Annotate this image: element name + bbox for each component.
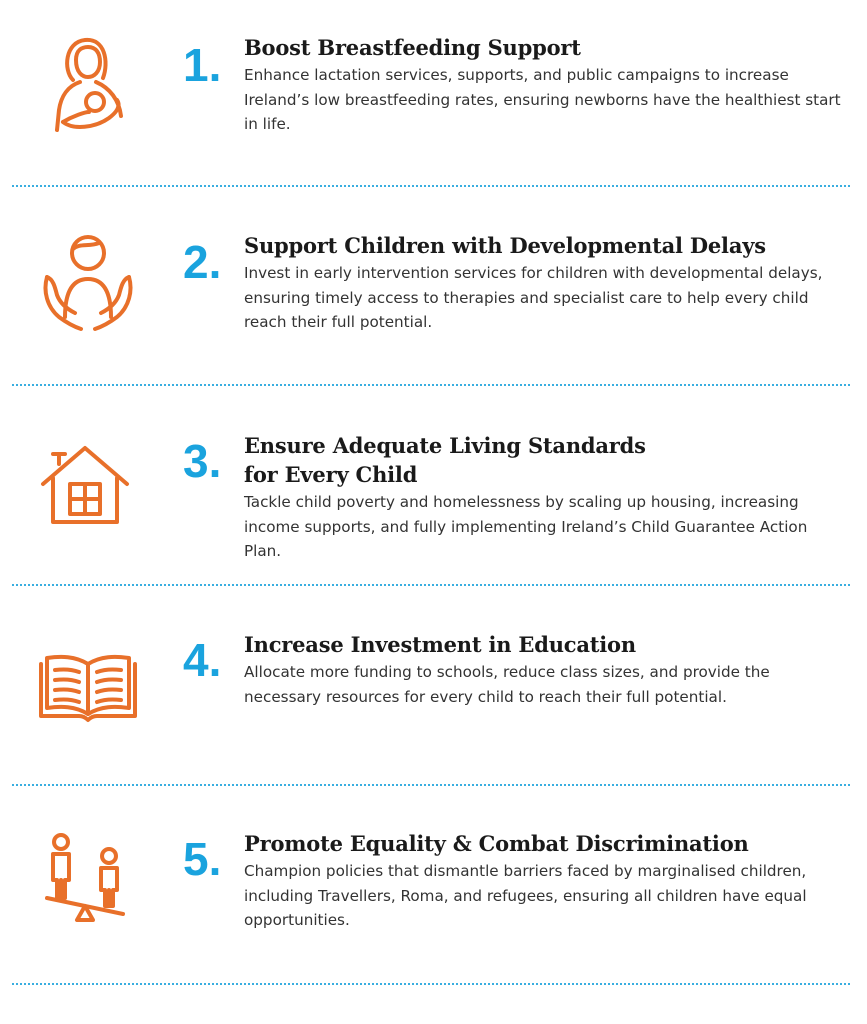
item-text [244,33,844,137]
item-title: Increase Investment in Education [244,632,636,657]
item-number: 3. [183,435,222,487]
item-text [244,431,844,564]
house-icon [33,430,143,540]
section-divider [12,584,850,586]
item-number: 5. [183,833,222,885]
section-divider [12,185,850,187]
item-title: Ensure Adequate Living Standards for Every Child [244,433,646,487]
item-description: Champion policies that dismantle barriers faced by marginalised children, including Travellers, Roma, and refugees, ensuring all children have equal opportunities. [244,862,807,929]
item-number: 2. [183,236,222,288]
item-text [244,829,844,933]
open-book-icon [33,634,143,744]
child-in-hands-icon [33,225,143,335]
section-divider [12,784,850,786]
equality-seesaw-icon [33,828,143,938]
item-title: Promote Equality & Combat Discrimination [244,831,749,856]
item-description: Tackle child poverty and homelessness by scaling up housing, increasing income supports, and fully implementing Ireland’s Child Guarantee Action Plan. [244,493,808,560]
item-text [244,231,844,335]
item-text [244,630,844,709]
section-divider [12,983,850,985]
item-number: 4. [183,634,222,686]
breastfeeding-mother-icon [33,30,143,140]
item-title: Support Children with Developmental Delays [244,233,766,258]
section-divider [12,384,850,386]
item-description: Allocate more funding to schools, reduce class sizes, and provide the necessary resources for every child to reach their full potential. [244,663,770,706]
item-title: Boost Breastfeeding Support [244,35,581,60]
item-number: 1. [183,39,222,91]
item-description: Enhance lactation services, supports, and public campaigns to increase Ireland’s low breastfeeding rates, ensuring newborns have the healthiest start in life. [244,66,841,133]
item-description: Invest in early intervention services for children with developmental delays, ensuring timely access to therapies and specialist care to help every child reach their full potential. [244,264,823,331]
